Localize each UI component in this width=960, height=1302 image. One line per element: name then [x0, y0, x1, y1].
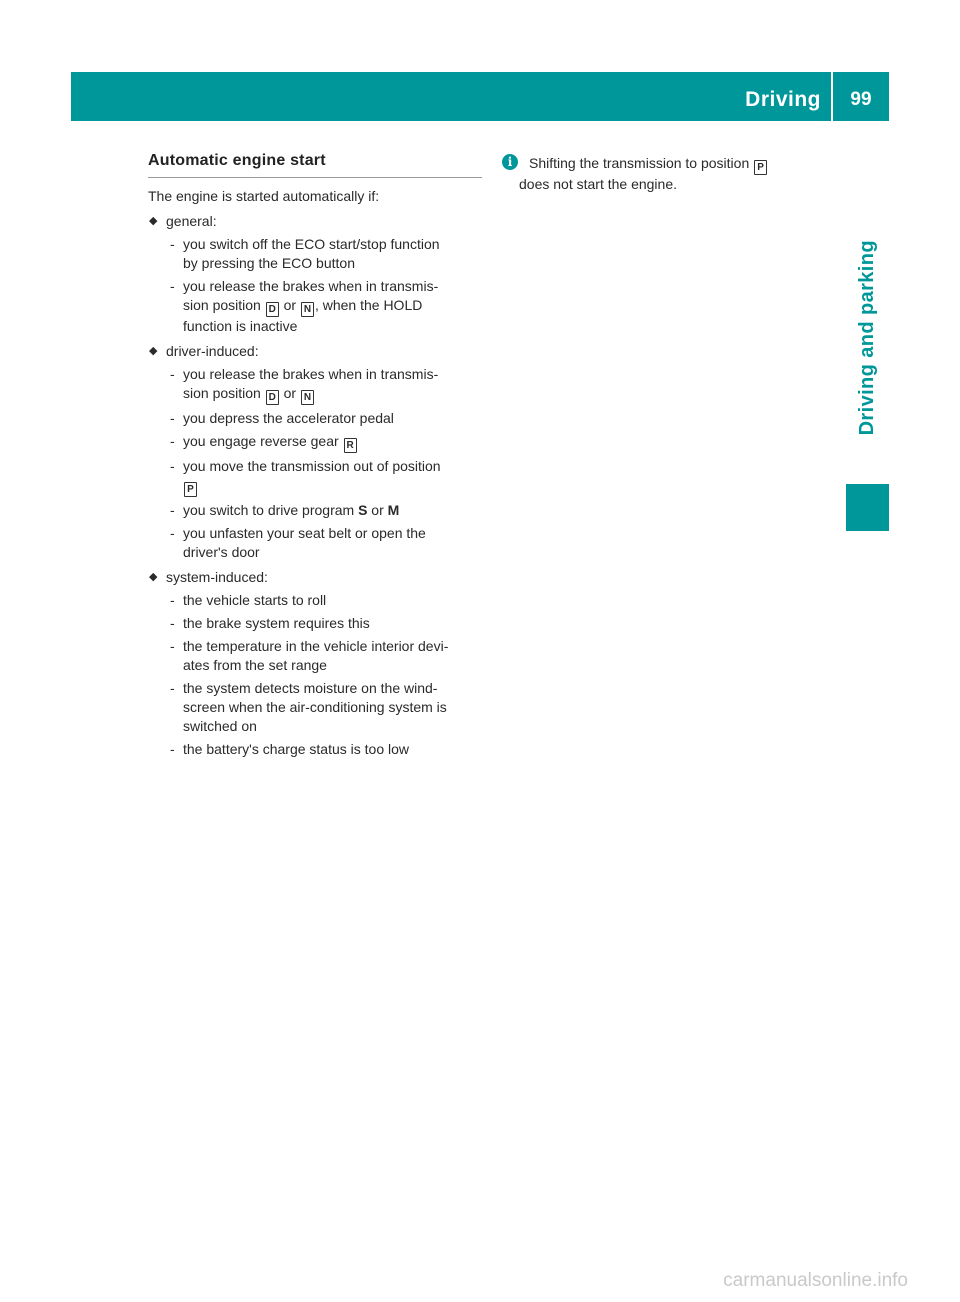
- sub-list-item: - the system detects moisture on the wind- screen when the air-conditioning system is switched on: [170, 680, 447, 734]
- bullet-icon: ◆: [149, 571, 158, 583]
- list-item: ◆ system-induced:: [149, 569, 268, 585]
- bullet-icon: ◆: [149, 215, 158, 227]
- footer-watermark: carmanualsonline.info: [723, 1270, 908, 1291]
- sub-list-item: - you unfasten your seat belt or open the driver's door: [170, 525, 426, 560]
- gear-n-icon: N: [301, 302, 314, 317]
- section-heading: Automatic engine start: [148, 152, 482, 178]
- page-header: [71, 72, 889, 121]
- sub-list-item: - the vehicle starts to roll: [170, 592, 327, 608]
- section-title: Driving: [745, 88, 821, 111]
- info-note: Shifting the transmission to position P does not start the engine.: [519, 154, 839, 194]
- bullet-icon: ◆: [149, 345, 158, 357]
- sub-list-item: - you depress the accelerator pedal: [170, 410, 394, 426]
- left-column: [148, 152, 482, 759]
- gear-p-icon: P: [754, 160, 767, 175]
- list-item: ◆ general:: [149, 213, 217, 229]
- sub-list-item: - you move the transmission out of position P: [170, 458, 441, 495]
- sub-list-item: - the brake system requires this: [170, 615, 370, 631]
- intro-text: The engine is started automatically if:: [148, 188, 380, 204]
- page-number: 99: [850, 89, 872, 110]
- sub-list-item: - you engage reverse gear R: [148, 432, 482, 453]
- sub-list-item: - the battery's charge status is too low: [170, 741, 410, 757]
- list-item: ◆ driver-induced:: [149, 343, 259, 359]
- sub-list-item: - the temperature in the vehicle interior devi- ates from the set range: [170, 638, 449, 673]
- sub-list-item: - you switch off the ECO start/stop function by pressing the ECO button: [170, 236, 440, 271]
- chapter-label: Driving and parking: [856, 240, 878, 436]
- sub-list-item: - you release the brakes when in transmis- sion position D or N , when the HOLD function is inactive: [170, 278, 439, 334]
- gear-n-icon: N: [301, 390, 314, 405]
- info-icon: i: [502, 154, 518, 170]
- gear-p-icon: P: [184, 482, 197, 497]
- gear-d-icon: D: [266, 302, 279, 317]
- gear-d-icon: D: [266, 390, 279, 405]
- sub-list-item: - you release the brakes when in transmis- sion position D or N: [170, 366, 439, 403]
- chapter-side-tab: [846, 240, 889, 476]
- sub-list-item: - you switch to drive program S or M: [170, 502, 400, 518]
- gear-r-icon: R: [344, 438, 357, 453]
- chapter-marker: [846, 484, 889, 531]
